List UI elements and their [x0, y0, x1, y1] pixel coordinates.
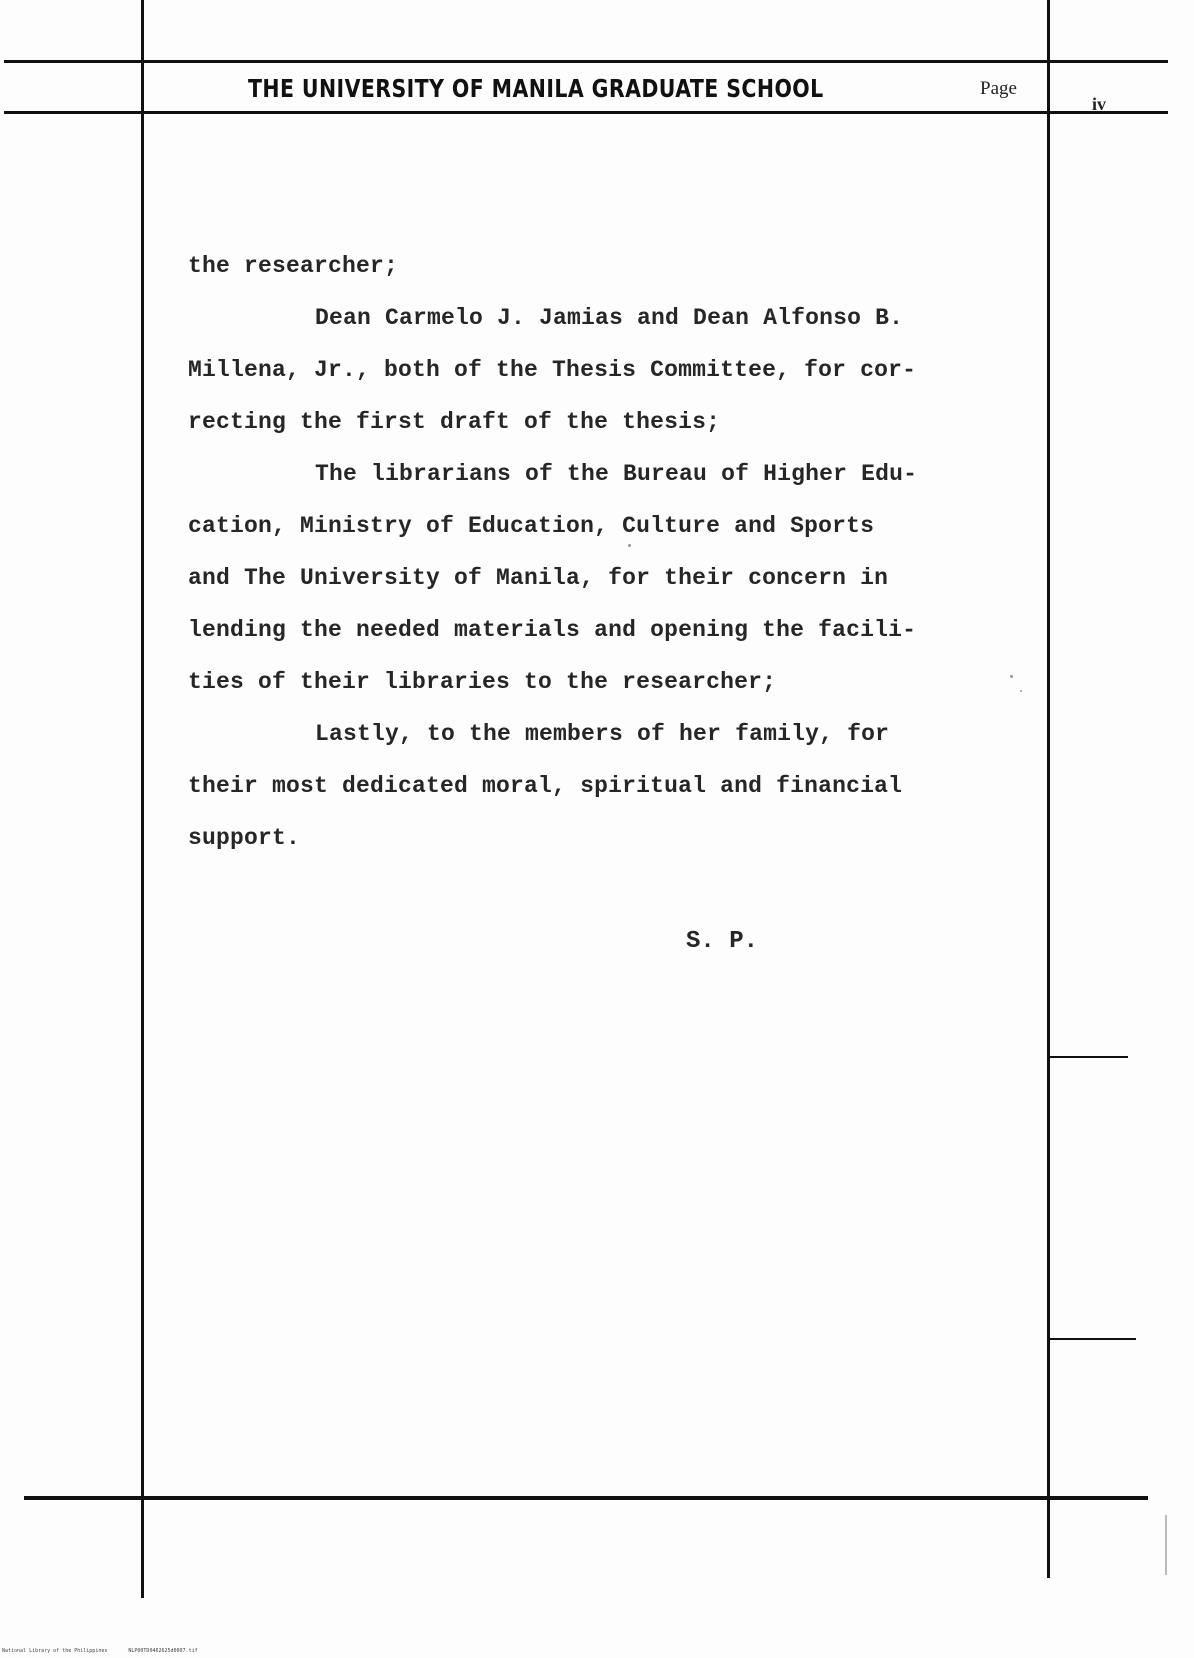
- text-line: and The University of Manila, for their concern in: [188, 565, 889, 591]
- scan-footer: [2, 1648, 216, 1654]
- institution-header: THE UNIVERSITY OF MANILA GRADUATE SCHOOL: [248, 74, 824, 103]
- text-line: Millena, Jr., both of the Thesis Committee, for cor-: [188, 357, 917, 383]
- text-line: lending the needed materials and opening the facili-: [188, 617, 917, 643]
- acknowledgment-text: [188, 240, 1018, 864]
- page-label: Page: [980, 78, 1017, 99]
- author-initials: S. P.: [686, 928, 759, 955]
- text-line: cation, Ministry of Education, Culture and Sports: [188, 513, 875, 539]
- text-line: Dean Carmelo J. Jamias and Dean Alfonso B.: [315, 305, 904, 331]
- scan-speck: [1020, 690, 1022, 692]
- text-line: support.: [188, 825, 301, 851]
- scan-speck: [1165, 1515, 1167, 1575]
- text-line: ties of their libraries to the researcher;: [188, 669, 777, 695]
- header-top-rule: [4, 60, 1168, 63]
- text-line: The librarians of the Bureau of Higher Edu-: [315, 461, 918, 487]
- bottom-rule: [24, 1496, 1148, 1500]
- right-margin-rule: [1047, 0, 1050, 1578]
- text-line: recting the first draft of the thesis;: [188, 409, 721, 435]
- header-bottom-rule: [4, 111, 1168, 114]
- right-tab-rule-upper: [1050, 1056, 1128, 1058]
- left-margin-rule: [141, 0, 144, 1598]
- footer-library: National Library of the Philippines: [2, 1648, 108, 1654]
- right-tab-rule-lower: [1050, 1338, 1136, 1340]
- footer-file-id: NLP00TD0462625d0007.tif: [128, 1648, 198, 1654]
- text-line: their most dedicated moral, spiritual and financial: [188, 773, 903, 799]
- text-line: the researcher;: [188, 253, 399, 279]
- text-line: Lastly, to the members of her family, for: [315, 721, 890, 747]
- scan-speck: [1010, 675, 1013, 678]
- page-number: iv: [1092, 94, 1107, 114]
- scan-speck: [628, 544, 631, 547]
